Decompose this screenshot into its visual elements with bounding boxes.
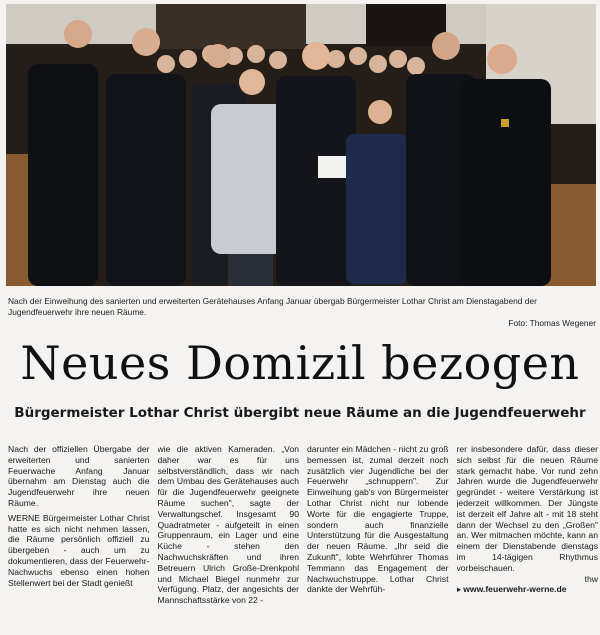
- article-paragraph: wie die aktiven Kameraden. „Von daher war es für uns selbstverständlich, dass wir nach dem Umbau des Gerätehauses auch für die Jugendfeuerwehr geeignete Räume suchen", sagte der Verwaltungschef. Insgesamt 90 Quadratmeter - aufgeteilt in einen Gruppenraum, ein Lager und eine Küche - stehen den Nachwuchskräften und ihren Betreuern Ulrich Große-Drenkpohl und Michael Biegel nunmehr zur Verfügung. Platz, der angesichts der Mannschaftsstärke von 22 -: [157, 444, 299, 606]
- photo-credit: Foto: Thomas Wegener: [508, 318, 596, 328]
- author-sign: thw: [584, 573, 598, 584]
- article-paragraph: rer insbesondere dafür, dass dieser sich selbst für die neuen Räume stark gemacht habe. Vor rund zehn Jahren wurde die Jugendfeuerwehr gegründet - weitere Verstärkung ist jederzeit willkommen. Der Jüngste ist derzeit elf Jahre alt - mit 18 steht dann der Wechsel zu den „Großen" an. Wer mitmachen möchte, kann an einem der Dienstabende dienstags im 14-tägigen Rhythmus vorbeischauen.: [456, 444, 598, 573]
- group-photo: [6, 4, 596, 286]
- article-column-3: [307, 444, 449, 630]
- article-column-2: [158, 444, 300, 630]
- caption-text: Nach der Einweihung des sanierten und erweiterten Gerätehauses Anfang Januar übergab Bürgermeister Lothar Christ am Dienstagabend der Jugendfeuerwehr ihre neuen Räume.: [8, 296, 537, 317]
- website-link-text[interactable]: www.feuerwehr-werne.de: [463, 584, 567, 595]
- article-column-4: [457, 444, 599, 630]
- subheadline: Bürgermeister Lothar Christ übergibt neue Räume an die Jugendfeuerwehr: [14, 405, 586, 421]
- headline: Neues Domizil bezogen: [20, 336, 580, 390]
- website-link[interactable]: ▸ www.feuerwehr-werne.de: [456, 584, 567, 595]
- photo-caption: [8, 296, 596, 329]
- article-body: [8, 444, 598, 630]
- article-column-1: [8, 444, 150, 630]
- group-photo-illustration: [6, 4, 596, 286]
- article-paragraph: darunter ein Mädchen - nicht zu groß bemessen ist, zumal derzeit noch zusätzlich vier Jugendliche bei der Feuerwehr „schnuppern". Zur Einweihung gab's von Bürgermeister Lothar Christ nicht nur lobende Worte für die engagierte Truppe, sondern auch finanzielle Unterstützung für die Ausgestaltung der neuen Räume. „Ihr seid die Zukunft", lobte Wehrführer Thomas Temmann das Engagement der Nachwuchstruppe. Lothar Christ dankte der Wehrfüh-: [307, 444, 449, 595]
- article-lead: Nach der offiziellen Übergabe der erweiterten und sanierten Feuerwache Anfang Januar übernahm am Dienstag auch die Jugendfeuerwehr ihre neuen Räume.: [8, 444, 150, 508]
- article-paragraph: WERNE Bürgermeister Lothar Christ hatte es sich nicht nehmen lassen, die Räume persönlich offiziell zu übergeben - auch um zu dokumentieren, dass der Feuerwehr-Nachwuchs ebenso einen hohen Stellenwert bei der Stadt genießt: [8, 512, 150, 588]
